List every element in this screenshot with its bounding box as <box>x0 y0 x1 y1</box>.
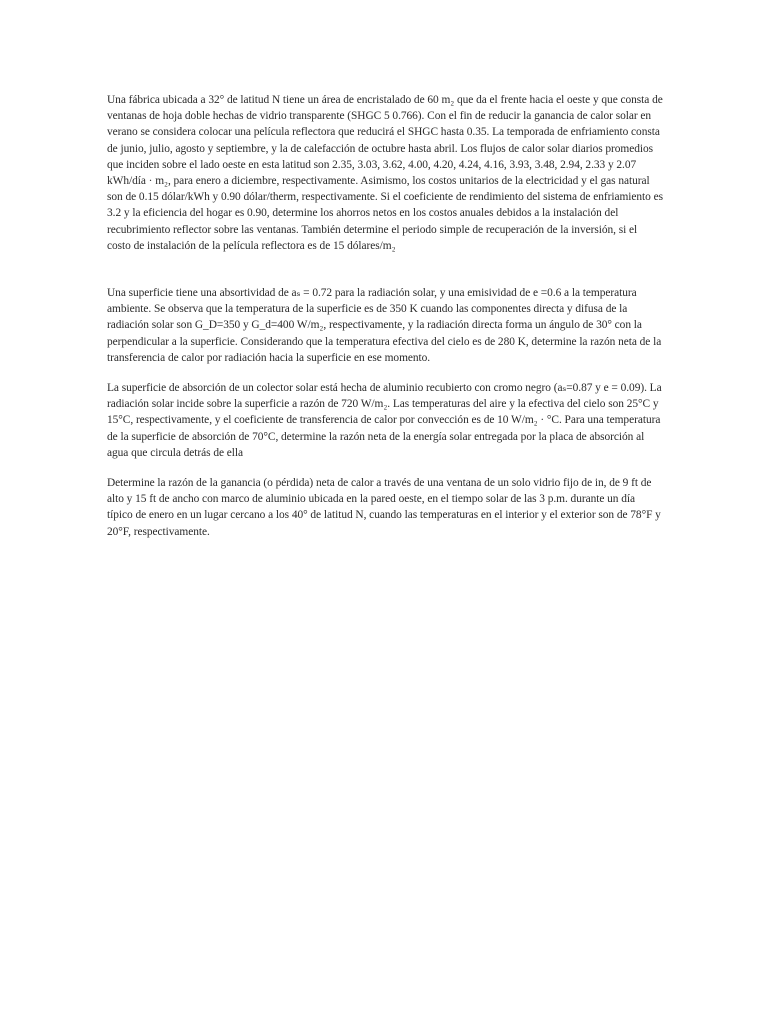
paragraph-gap <box>107 366 663 380</box>
problem-paragraph-1: Una fábrica ubicada a 32° de latitud N tiene un área de encristalado de 60 m₂ que da el frente hacia el oeste y que consta de ventanas de hoja doble hechas de vidrio transparente (SHGC 5 0.766). Con el fin de reducir la ganancia de calor solar en verano se considera colocar una película reflectora que reducirá el SHGC hasta 0.35. La temporada de enfriamiento consta de junio, julio, agosto y septiembre, y la de calefacción de octubre hasta abril. Los flujos de calor solar diarios promedios que inciden sobre el lado oeste en esta latitud son 2.35, 3.03, 3.62, 4.00, 4.20, 4.24, 4.16, 3.93, 3.48, 2.94, 2.33 y 2.07 kWh/día · m₂, para enero a diciembre, respectivamente. Asimismo, los costos unitarios de la electricidad y el gas natural son de 0.15 dólar/kWh y 0.90 dólar/therm, respectivamente. Si el coeficiente de rendimiento del sistema de enfriamiento es 3.2 y la eficiencia del hogar es 0.90, determine los ahorros netos en los costos anuales debidos a la instalación del recubrimiento reflector sobre las ventanas. También determine el periodo simple de recuperación de la inversión, si el costo de instalación de la película reflectora es de 15 dólares/m₂ <box>107 94 663 252</box>
problem-paragraph-2: Una superficie tiene una absortividad de aₛ = 0.72 para la radiación solar, y una emisividad de e =0.6 a la temperatura ambiente. Se observa que la temperatura de la superficie es de 350 K cuando las componentes directa y difusa de la radiación solar son G_D=350 y G_d=400 W/m₂, respectivamente, y la radiación directa forma un ángulo de 30° con la perpendicular a la superficie. Considerando que la temperatura efectiva del cielo es de 280 K, determine la razón neta de la transferencia de calor por radiación hacia la superficie en ese momento. <box>107 287 662 364</box>
paragraph-gap <box>107 254 663 285</box>
problem-paragraph-4: Determine la razón de la ganancia (o pérdida) neta de calor a través de una ventana de un solo vidrio fijo de in, de 9 ft de alto y 15 ft de ancho con marco de aluminio ubicada en la pared oeste, en el tiempo solar de las 3 p.m. durante un día típico de enero en un lugar cercano a los 40° de latitud N, cuando las temperaturas en el interior y el exterior son de 78°F y 20°F, respectivamente. <box>107 477 661 538</box>
document-body <box>107 92 663 540</box>
paragraph-gap <box>107 461 663 475</box>
problem-paragraph-3: La superficie de absorción de un colector solar está hecha de aluminio recubierto con cromo negro (aₛ=0.87 y e = 0.09). La radiación solar incide sobre la superficie a razón de 720 W/m₂. Las temperaturas del aire y la efectiva del cielo son 25°C y 15°C, respectivamente, y el coeficiente de transferencia de calor por convección es de 10 W/m₂ · °C. Para una temperatura de la superficie de absorción de 70°C, determine la razón neta de la energía solar entregada por la placa de absorción al agua que circula detrás de ella <box>107 382 662 459</box>
